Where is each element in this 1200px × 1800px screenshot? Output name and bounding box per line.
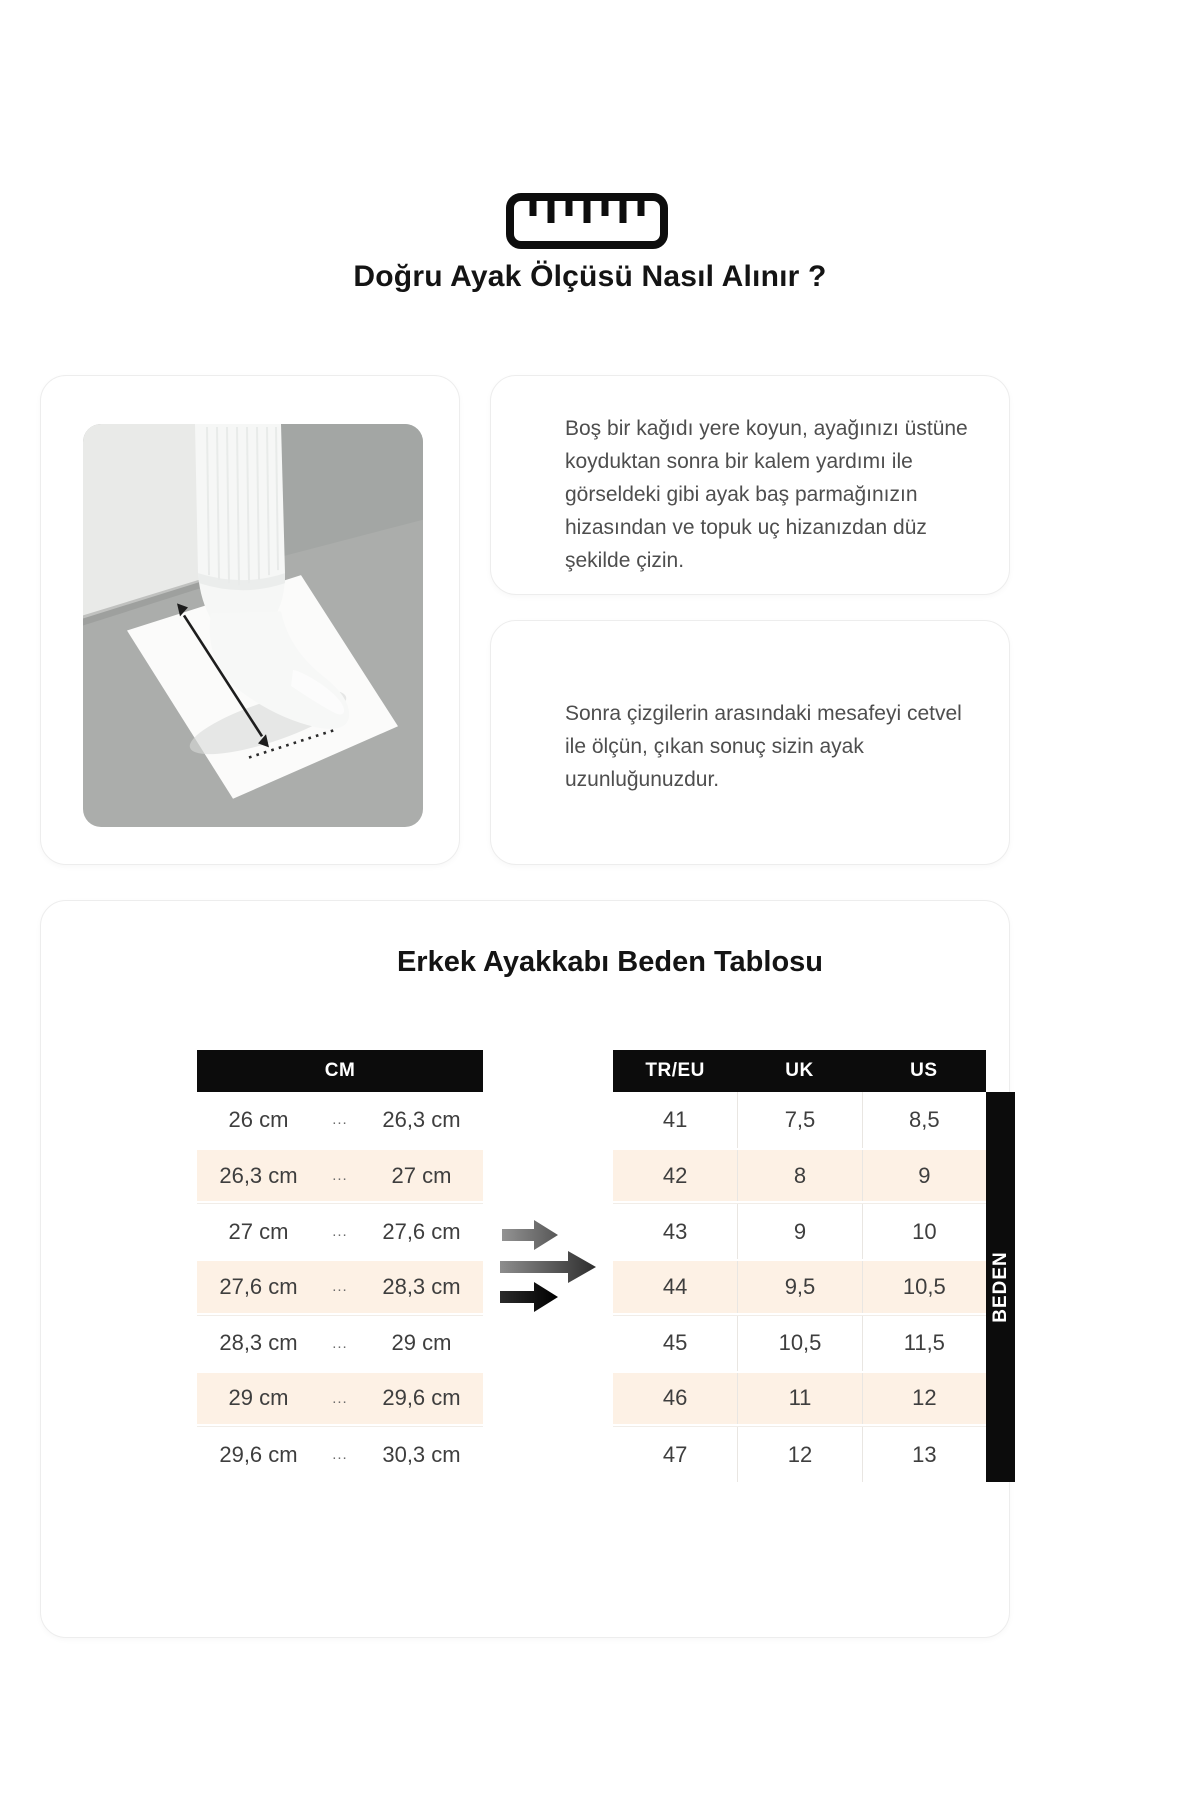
table-cell: 12 <box>862 1373 986 1425</box>
page-title: Doğru Ayak Ölçüsü Nasıl Alınır ? <box>353 260 827 293</box>
table-cell: 10,5 <box>862 1261 986 1313</box>
table-row <box>197 1148 483 1204</box>
table-cell: 11,5 <box>862 1316 986 1371</box>
foot-measurement-photo <box>83 424 423 827</box>
table-cell: 28,3 cm <box>382 1273 461 1299</box>
table-cell: ... <box>332 1278 348 1296</box>
table-cell: 11 <box>737 1373 861 1425</box>
table-cell: ... <box>332 1334 348 1352</box>
table-cell: 46 <box>662 1385 688 1411</box>
table-cell: 43 <box>662 1218 688 1244</box>
table-row <box>197 1371 483 1427</box>
arrows-right-icon <box>494 1206 606 1312</box>
beden-side-bar <box>986 1092 1015 1482</box>
table-cell: 44 <box>662 1273 688 1299</box>
table-row <box>197 1259 483 1315</box>
table-cell: 9 <box>862 1150 986 1202</box>
table-cell: 9,5 <box>737 1261 861 1313</box>
table-cell: 8,5 <box>862 1092 986 1148</box>
table-cell: 28,3 cm <box>219 1330 298 1356</box>
table-cell: 27,6 cm <box>219 1273 298 1299</box>
size-table-header-uk: UK <box>785 1060 814 1081</box>
table-cell: 9 <box>737 1204 861 1259</box>
table-row <box>197 1203 483 1259</box>
instruction-step-2-text: Sonra çizgilerin arasındaki mesafeyi cetvel ile ölçün, çıkan sonuç sizin ayak uzunluğunuzdur. <box>565 702 962 791</box>
table-cell: ... <box>332 1223 348 1241</box>
table-cell: 13 <box>862 1427 986 1482</box>
table-cell: 29,6 cm <box>382 1385 461 1411</box>
table-row <box>197 1092 483 1148</box>
table-cell: ... <box>332 1389 348 1407</box>
cm-table-header: CM <box>197 1050 483 1092</box>
table-cell: 12 <box>737 1427 861 1482</box>
table-cell: 10,5 <box>737 1316 861 1371</box>
table-cell: 30,3 cm <box>382 1441 461 1467</box>
table-row <box>197 1426 483 1482</box>
cm-table <box>197 1092 483 1482</box>
size-table-title: Erkek Ayakkabı Beden Tablosu <box>396 946 824 978</box>
size-table-header-row <box>613 1050 986 1092</box>
table-cell: 26,3 cm <box>382 1106 461 1132</box>
table-row <box>613 1259 986 1315</box>
table-row <box>197 1315 483 1371</box>
table-row <box>613 1203 986 1259</box>
instruction-step-1-text: Boş bir kağıdı yere koyun, ayağınızı üstüne koyduktan sonra bir kalem yardımı ile görseldeki gibi ayak baş parmağınızın hizasından ve topuk uç hizanızdan düz şekilde çizin. <box>565 417 968 572</box>
table-cell: 29 cm <box>391 1330 452 1356</box>
table-cell: ... <box>332 1111 348 1129</box>
table-cell: 8 <box>737 1150 861 1202</box>
table-cell: 47 <box>662 1441 688 1467</box>
table-cell: 29,6 cm <box>219 1441 298 1467</box>
size-table-header-treu: TR/EU <box>645 1060 705 1081</box>
instruction-step-1 <box>490 375 1010 595</box>
table-row <box>613 1315 986 1371</box>
table-cell: 29 cm <box>228 1385 289 1411</box>
beden-side-label: BEDEN <box>989 1251 1011 1323</box>
table-cell: ... <box>332 1446 348 1464</box>
table-row <box>613 1426 986 1482</box>
table-cell: 27 cm <box>391 1162 452 1188</box>
ruler-icon <box>505 192 669 250</box>
table-cell: 45 <box>662 1330 688 1356</box>
table-cell: 26,3 cm <box>219 1162 298 1188</box>
table-cell: 26 cm <box>228 1106 289 1132</box>
table-cell: 42 <box>662 1162 688 1188</box>
table-cell: 27 cm <box>228 1218 289 1244</box>
size-table-header-us: US <box>910 1060 938 1081</box>
size-table <box>613 1092 986 1482</box>
table-cell: ... <box>332 1167 348 1185</box>
table-cell: 41 <box>662 1106 688 1132</box>
table-row <box>613 1092 986 1148</box>
table-cell: 27,6 cm <box>382 1218 461 1244</box>
instruction-step-2 <box>490 620 1010 865</box>
measurement-photo-card <box>40 375 460 865</box>
table-row <box>613 1148 986 1204</box>
table-cell: 7,5 <box>737 1092 861 1148</box>
table-row <box>613 1371 986 1427</box>
table-cell: 10 <box>862 1204 986 1259</box>
